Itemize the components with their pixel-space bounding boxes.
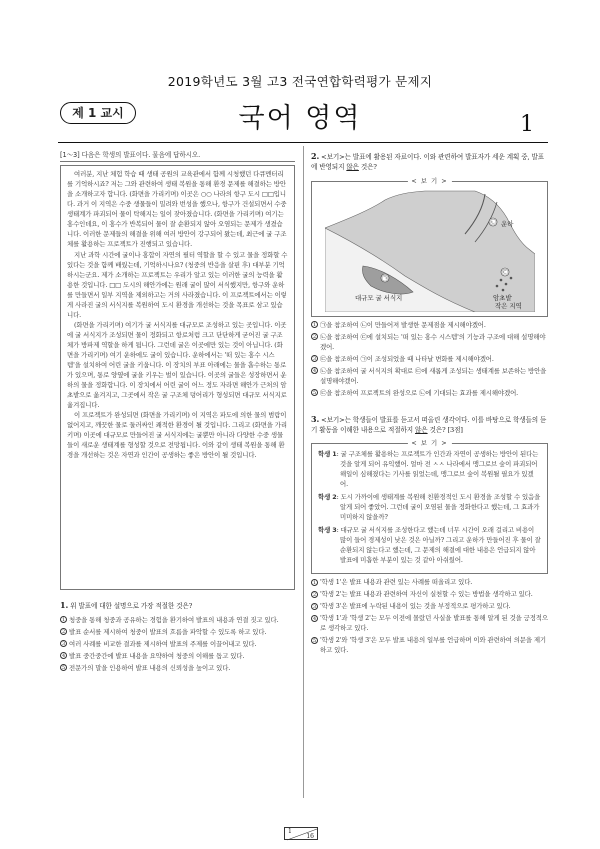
question-number: 3.	[311, 413, 320, 424]
marker-canal: ㉡	[489, 219, 496, 227]
choice-3-marker: 3	[312, 356, 317, 363]
choice-1[interactable]	[60, 616, 295, 626]
student-text: : 굴 구조체를 활용하는 프로젝트가 인간과 자연이 공생하는 방안이 된다는 것을 알게 되어 유익했어. 얼마 전 ㅅㅅ 나라에서 맹그로브 숲이 파괴되어 해일이 심해졌다는 기사를 읽었는데, 맹그로브 숲이 복원될 필요가 있겠어.	[336, 450, 539, 489]
underlined-word: 않은	[415, 426, 428, 435]
choice-text: '학생 1'과 '학생 2'는 모두 이전에 몰랐던 사실을 발표를 통해 알게 된 것을 긍정적으로 생각하고 있다.	[320, 614, 548, 633]
label-reef: 암초밭	[492, 293, 512, 302]
choice-1[interactable]	[311, 321, 548, 331]
choice-3[interactable]	[311, 355, 548, 365]
harbor-map	[325, 188, 535, 312]
bogi-box	[311, 439, 548, 574]
question-text: 위 발표에 대한 설명으로 가장 적절한 것은?	[70, 602, 193, 611]
choice-3[interactable]	[311, 602, 548, 612]
student-name: 학생 3	[318, 526, 337, 535]
label-oyster-habitat: 대규모 굴 서식지	[354, 293, 402, 302]
question-text-end: 것은?	[358, 163, 377, 172]
student-comment	[318, 493, 541, 523]
marker-habitat: ㉠	[381, 275, 388, 283]
choice-1-marker: 1	[61, 617, 66, 624]
choice-text: ㉡을 참조하여 ㉢에 설치되는 '떠 있는 홍수 시스템'의 기능과 구조에 대해 설명해야겠어.	[320, 332, 546, 351]
session-badge: 제 1 교시	[60, 102, 136, 124]
choice-3-marker: 3	[312, 603, 317, 610]
choice-4-marker: 4	[312, 615, 317, 622]
passage-paragraph: (화면을 가리키며) 여기가 굴 서식지를 대규모로 조성하고 있는 곳입니다. 이곳에 굴 서식지가 조성되면 물이 정화되고 항로처럼 크고 단단하게 굳어진 굴 구조체가 방파제 역할을 하게 됩니다. 그런데 굴은 이곳에만 있는 것이 아닙니다. (화면을 가리키며) 여기 운하에도 굴이 있습니다. 운하에서는 '떠 있는 홍수 시스템'을 설치하여 어린 굴을 키웁니다. 이 장치의 부표 아래에는 물을 흡수하는 통로가 있으며, 통로 양옆에 굴을 키우는 벌이 있습니다. 이곳의 굴들은 성장하면서 운하의 물을 정화합니다. 이 장치에서 어린 굴이 어느 정도 자라면 해안가 근처의 암초밭으로 옮겨지고, 그곳에서 작은 굴 구조체 덩어리가 형성되면 대규모 서식지로 옮겨집니다.	[67, 321, 287, 409]
choice-4[interactable]	[60, 652, 295, 662]
choice-text: 전문가의 말을 인용하여 발표 내용의 신뢰성을 높이고 있다.	[69, 663, 231, 672]
choice-text: ㉡을 참조하여 굴 서식지의 확대로 ㉢에 새롭게 조성되는 생태계를 보존하는 방안을 설명해야겠어.	[320, 366, 547, 385]
choice-1[interactable]	[311, 578, 548, 588]
choice-5-marker: 5	[312, 637, 317, 644]
choice-list	[60, 616, 295, 674]
choice-text: '학생 3'은 발표에 누락된 내용이 있는 것을 부정적으로 평가하고 있다.	[320, 602, 511, 611]
choice-text: 발표 순서를 제시하여 청중이 발표의 흐름을 파악할 수 있도록 하고 있다.	[69, 627, 267, 636]
student-text: : 도시 가까이에 생태계를 복원해 친환경적인 도시 환경을 조성할 수 있음을 알게 되어 좋았어. 그런데 굴이 오염된 물을 정화한다고 했는데, 그 효과가 미미하지 않을까?	[336, 493, 541, 522]
choice-4-marker: 4	[312, 368, 317, 375]
choice-list	[311, 578, 548, 656]
marker-reef: ㉢	[501, 269, 508, 277]
question-1-stem	[60, 599, 295, 611]
choice-1-marker: 1	[312, 322, 317, 329]
choice-5[interactable]	[60, 664, 295, 674]
choice-text: 여러 사례를 비교한 결과를 제시하여 발표의 주제를 이끌어내고 있다.	[69, 639, 257, 648]
bogi-label: < 보 기 >	[407, 177, 451, 187]
current-page: 1	[288, 828, 292, 835]
question-number: 2.	[311, 151, 320, 161]
choice-4-marker: 4	[61, 653, 66, 660]
student-name: 학생 1	[318, 450, 337, 459]
question-set-instruction: [1～3] 다음은 학생의 발표이다. 물음에 답하시오.	[60, 150, 295, 162]
label-canal: 운하	[500, 219, 513, 228]
student-comment	[318, 450, 541, 490]
choice-2-marker: 2	[61, 629, 66, 636]
bogi-box	[311, 176, 548, 317]
question-text: <보기>는 학생들이 발표를 듣고서 떠올린 생각이다. 이를 바탕으로 학생들의 듣기 활동을 이해한 내용으로 적절하지	[311, 415, 547, 435]
choice-3[interactable]	[60, 640, 295, 650]
student-name: 학생 2	[318, 493, 337, 502]
choice-5[interactable]	[311, 389, 548, 399]
passage-paragraph: 이 프로젝트가 완성되면 (화면을 가리키며) 이 지역은 파도에 의한 물의 범람이 없어지고, 깨끗한 물로 둘러싸인 쾌적한 환경이 될 것입니다. 그리고 (화면을 가리키며) 이곳에 대규모로 만들어진 굴 서식지에는 굴뿐만 아니라 다양한 수중 생물들이 새로운 생태계를 형성할 것으로 전망됩니다. 이와 같이 생태 복원을 통해 환경을 개선하는 것은 자연과 인간이 공생하는 좋은 방안이 될 것입니다.	[67, 411, 287, 460]
choice-4[interactable]	[311, 614, 548, 634]
choice-5[interactable]	[311, 636, 548, 656]
choice-5-marker: 5	[61, 665, 66, 672]
question-text-end: 것은? [3점]	[427, 426, 463, 435]
choice-text: '학생 2'는 발표 내용과 관련하여 자신이 실천할 수 있는 방법을 생각하고 있다.	[320, 590, 533, 599]
underlined-word: 않은	[346, 163, 359, 172]
bogi-label: < 보 기 >	[407, 439, 451, 449]
total-pages: 16	[306, 833, 314, 840]
choice-2-marker: 2	[312, 591, 317, 598]
choice-text: '학생 1'은 발표 내용과 관련 있는 사례를 떠올리고 있다.	[320, 578, 473, 587]
choice-4[interactable]	[311, 367, 548, 387]
choice-text: 청중을 통해 청중과 공유하는 경험을 환기하여 발표의 내용과 연결 짓고 있다.	[69, 615, 279, 624]
passage-paragraph: 지난 과학 시간에 굴이나 홍합이 자연의 필터 역할을 할 수 있고 물을 정화할 수 있다는 것을 함께 배웠는데, 기억하시나요? (청중의 반응을 살핀 후) 대부분 기억하시는군요. 제가 소개하는 프로젝트는 우리가 알고 있는 이러한 굴의 능력을 활용한 것입니다. □□ 도시의 해안가에는 원래 굴이 많이 서식했지만, 항구와 운하를 만들면서 일부 지역을 제외하고는 거의 사라졌습니다. 이 프로젝트에서는 이렇게 사라진 굴의 서식지를 복원하여 도시 환경을 개선하는 것을 목표로 삼고 있습니다.	[67, 250, 288, 319]
left-column	[60, 150, 295, 676]
choice-2[interactable]	[311, 333, 548, 353]
choice-1-marker: 1	[312, 579, 317, 586]
exam-title: 2019학년도 3월 고3 전국연합학력평가 문제지	[167, 74, 433, 89]
student-text: : 대규모 굴 서식지를 조성한다고 했는데 너무 시간이 오래 걸리고 비용이 많이 들어 경제성이 낮은 것은 아닐까? 그리고 운하가 만들어진 후 물이 잘 순환되지 않는다고 했는데, 그 문제의 해결에 대한 내용은 언급되지 않아 발표에 미흡한 부분이 있는 것 같아 아쉬웠어.	[336, 526, 541, 565]
choice-text: '학생 2'와 '학생 3'은 모두 발표 내용의 일부를 언급하며 이와 관련하여 의문을 제기하고 있다.	[320, 636, 547, 655]
speech-passage	[60, 165, 295, 590]
passage-paragraph: 여러분, 지난 체험 학습 때 생태 공원의 교육관에서 함께 시청했던 다큐멘터리를 기억하시죠? 저는 그와 관련하여 생태 복원을 통해 환경 문제를 해결하는 방안을 소개하고자 합니다. (화면을 가리키며) 이곳은 ○○ 나라의 항구 도시 □□입니다. 과거 이 지역은 수중 생물들이 밀려와 번성을 했으나, 항구가 건설되면서 수중 생태계가 파괴되어 물이 탁해지는 일이 잦아졌습니다. (화면을 가리키며) 여기는 홍수인데요, 이 홍수가 반복되어 물이 잘 순환되지 않아 오염되는 문제가 생겼습니다. 이러한 문제들의 해결을 위해 여러 방안이 강구되어 왔는데, 최근에 굴 구조체를 활용하는 프로젝트가 진행되고 있습니다.	[67, 170, 287, 249]
choice-5-marker: 5	[312, 390, 317, 397]
question-2-stem	[311, 150, 548, 173]
header-divider	[58, 142, 548, 143]
column-divider	[303, 146, 304, 798]
choice-text: 발표 중간중간에 발표 내용을 요약하여 청중의 이해를 돕고 있다.	[69, 651, 245, 660]
choice-text: ㉢을 참조하여 프로젝트의 완성으로 ㉡에 기대되는 효과를 제시해야겠어.	[320, 388, 519, 397]
question-1	[60, 599, 295, 673]
choice-list	[311, 321, 548, 399]
student-comment	[318, 526, 541, 566]
choice-2[interactable]	[311, 590, 548, 600]
label-reef-sub: 작은 지역	[494, 301, 522, 310]
choice-2-marker: 2	[312, 334, 317, 341]
choice-text: ㉠을 참조하여 ㉡이 만들어져 발생한 문제점을 제시해야겠어.	[320, 320, 486, 329]
page-indicator	[284, 827, 318, 840]
question-text: <보기>는 발표에 활용된 자료이다. 이와 관련하여 발표자가 세운 계획 중, 발표에 반영되지	[311, 153, 545, 172]
question-3-stem	[311, 413, 548, 436]
subject-title: 국어 영역	[238, 103, 362, 134]
choice-3-marker: 3	[61, 641, 66, 648]
question-3	[311, 413, 548, 656]
page-number: 1	[520, 112, 534, 137]
choice-text: ㉢을 참조하여 ㉠이 조성되었을 때 나타날 변화를 제시해야겠어.	[320, 354, 494, 363]
question-number: 1.	[60, 600, 69, 611]
right-column	[311, 150, 548, 658]
question-2	[311, 150, 548, 399]
choice-2[interactable]	[60, 628, 295, 638]
